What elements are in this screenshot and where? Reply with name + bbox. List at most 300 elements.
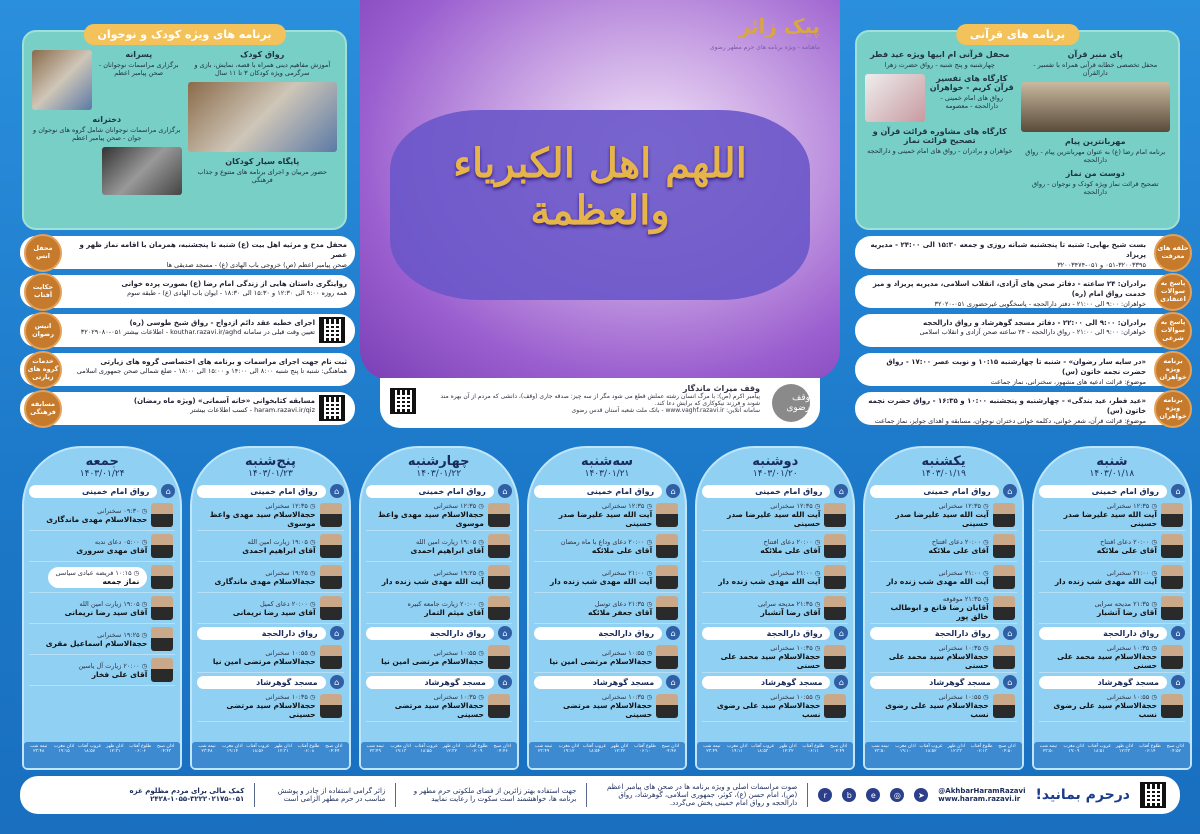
prayer-label: طلوع آفتاب (129, 744, 152, 749)
event-time-title (872, 644, 988, 652)
event-body (1041, 644, 1157, 670)
prayer-value: ۰۴:۴۴ (328, 749, 340, 754)
right-info-rows (855, 236, 1190, 425)
event-time: ۱۹:۰۵ زیارت امین الله (415, 537, 477, 546)
speaker-name: حجة‌الاسلام سید مهدی واعظ موسوی (378, 510, 484, 528)
hall-name: مسجد گوهرشاد (1039, 676, 1167, 689)
prayer-time-cell (1036, 744, 1061, 766)
speaker-photo (151, 565, 173, 589)
speaker-photo (1161, 645, 1183, 669)
event-item (197, 642, 343, 673)
prayer-times (24, 742, 180, 768)
hall-name: رواق امام خمینی (870, 485, 998, 498)
prayer-time-cell (270, 744, 295, 766)
speaker-name: آقای ابراهیم احمدی (242, 545, 316, 555)
weekly-schedule (22, 446, 1192, 770)
info-row (855, 275, 1190, 308)
event-item (366, 642, 512, 673)
event-time: ۲۱:۰۰ سخنرانی (938, 568, 981, 577)
rubika-icon[interactable]: r (818, 788, 832, 802)
clock-icon: ◷ (307, 599, 316, 608)
speaker-name: حجة‌الاسلام سید مرتضی حسینی (562, 701, 653, 719)
speaker-name: حجة‌الاسلام مهدی ماندگاری (214, 576, 316, 586)
speaker-photo (320, 534, 342, 558)
event-time-title (215, 569, 316, 577)
prayer-value: ۱۲:۳۱ (109, 749, 121, 754)
category-badge: حکایت آفتاب (24, 273, 62, 311)
hall-header (870, 484, 1016, 498)
info-row (20, 236, 355, 269)
prayer-value: ۱۲:۳۲ (782, 749, 794, 754)
event-time-title (1097, 538, 1157, 546)
prayer-value: ۲۳:۴۹ (369, 749, 381, 754)
prayer-label: طلوع آفتاب (634, 744, 657, 749)
clock-icon: ◷ (307, 693, 316, 701)
instagram-icon[interactable]: ◎ (890, 788, 904, 802)
day-column (695, 446, 855, 770)
qr-code-icon[interactable] (319, 395, 345, 421)
magazine-subtitle: ماهنامه - ویژه برنامه های حرم مطهر رضوی (709, 44, 820, 51)
footer-note-audio: صوت مراسمات اصلی و ویژه برنامه ها در صحن های پیامبر اعظم (ص)، امام حسن (ع)، کوثر، جمهوری اسلامی، گوهرشاد، رواق دارالحجه و رواق امام خمینی پخش می‌گردد. (606, 783, 798, 807)
clock-icon: ◷ (131, 568, 140, 577)
prayer-time-cell (607, 744, 632, 766)
waqf-emblem: وقف رضوی (772, 384, 810, 422)
prayer-label: اذان صبح (661, 744, 680, 749)
clock-icon: ◷ (812, 568, 821, 577)
hall-header (29, 484, 175, 498)
quran-programs-panel (855, 30, 1180, 230)
mosque-icon: ⌂ (1171, 675, 1185, 689)
prayer-time-cell (632, 744, 657, 766)
prayer-value: ۱۹:۱۳ (395, 749, 407, 754)
event-body (1097, 538, 1157, 555)
event-time-title (718, 569, 820, 577)
speaker-photo (824, 596, 846, 620)
prayer-label: اذان صبح (493, 744, 511, 749)
event-time: ۲۱:۳۵ دعای توسل (594, 599, 645, 608)
prayer-value: ۲۳:۴۸ (33, 749, 45, 754)
speaker-photo (488, 503, 510, 527)
speaker-name: آیت الله مهدی شب زنده دار (886, 576, 989, 586)
event-item (366, 593, 512, 624)
event-body (872, 595, 988, 621)
event-body (199, 693, 315, 719)
dome-icon: ⌂ (834, 484, 848, 498)
prayer-label: نیمه شب (1039, 744, 1058, 749)
clock-icon: ◷ (980, 644, 989, 652)
speaker-name: حجة‌الاسلام سید محمد علی حسنی (720, 652, 821, 670)
event-time: ۱۰:۱۵ فریضه عبادی سیاسی (55, 568, 132, 577)
info-row (20, 353, 355, 386)
clock-icon: ◷ (139, 506, 148, 515)
prayer-time-cell (388, 744, 413, 766)
prayer-time-cell (1112, 744, 1137, 766)
divider (807, 783, 808, 807)
qr-code-icon[interactable] (319, 317, 345, 343)
clock-icon: ◷ (812, 644, 821, 652)
social-handle[interactable]: @AkhbarHaramRazavi (938, 787, 1026, 795)
event-time-title (242, 538, 315, 546)
event-item (1039, 531, 1185, 562)
hero-banner (360, 0, 840, 380)
calligraphy-text: اللهم اهل الکبریاء والعظمة (453, 140, 747, 234)
info-detail: تعیین وقت قبلی در سامانه kouthar.razavi.ir/aghd - اطلاعات بیشتر ۰۵۱-۳۲۰۲۹۰۸۰ (80, 328, 315, 337)
day-date: ۱۴۰۳/۰۱/۱۹ (921, 469, 966, 479)
clock-icon: ◷ (644, 599, 653, 608)
event-time-title (65, 600, 148, 608)
prayer-value: ۲۳:۴۹ (706, 749, 718, 754)
category-badge: برنامه ویژه خواهران (1154, 351, 1192, 389)
quran-item-title: کارگاه های تفسیر قرآن کریم - خواهران (929, 74, 1014, 92)
clock-icon: ◷ (476, 693, 484, 701)
event-time: ۱۰:۳۵ سخنرانی (265, 693, 308, 701)
quran-panel-title: برنامه های قرآنی (956, 24, 1079, 45)
prayer-value: ۱۸:۵۴ (588, 749, 600, 754)
event-time-title (213, 649, 316, 657)
speaker-name: آیت الله سید علیرضا صدر حسینی (727, 510, 821, 528)
speaker-name: حجة‌الاسلام سید علی رضوی نسب (716, 701, 821, 719)
prayer-time-cell (582, 744, 607, 766)
event-body (536, 693, 652, 719)
prayer-time-cell (944, 744, 969, 766)
prayer-time-cell (725, 744, 750, 766)
event-time: ۰۹:۳۰ سخنرانی (97, 506, 140, 515)
speaker-name: آیت الله سید علیرضا صدر حسینی (1063, 510, 1157, 528)
category-badge: مسابقه فرهنگی (24, 390, 62, 428)
speaker-name: حجة‌الاسلام سید مهدی واعظ موسوی (209, 510, 316, 528)
prayer-value: ۱۹:۰۹ (1068, 749, 1080, 754)
clock-icon: ◷ (1149, 537, 1157, 546)
clock-icon: ◷ (812, 537, 821, 546)
hall-header (197, 626, 343, 640)
prayer-time-cell (826, 744, 851, 766)
prayer-value: ۰۶:۰۶ (134, 749, 146, 754)
event-time: ۲۱:۳۵ مدیحه سرایی (757, 599, 813, 608)
hall-name: رواق دارالحجة (1039, 627, 1167, 640)
info-detail: خواهران: ۹:۰۰ الی ۲۱:۰۰ - رواق دارالحجه - ۲۴ ساعته صحن آزادی و انقلاب اسلامی (919, 328, 1146, 337)
event-item (1039, 642, 1185, 673)
clock-icon: ◷ (139, 537, 148, 546)
event-item (29, 500, 175, 531)
event-time: ۲۰:۰۰ دعای کمیل (259, 599, 308, 608)
speaker-name: آقای علی فخار (91, 669, 148, 679)
prayer-label: نیمه شب (703, 744, 721, 749)
prayer-label: غروب آفتاب (246, 744, 270, 749)
clock-icon: ◷ (307, 502, 316, 510)
event-time: ۱۰:۵۵ سخنرانی (433, 648, 477, 657)
event-item (534, 500, 680, 531)
prayer-time-cell (153, 744, 178, 766)
speaker-photo (151, 627, 173, 651)
event-body (199, 502, 315, 528)
speaker-photo (993, 565, 1015, 589)
kids-panel-title: برنامه های ویژه کودک و نوجوان (83, 24, 285, 45)
waqf-title: وقف میراث ماندگار (682, 384, 760, 393)
event-time-title (381, 649, 484, 657)
info-row (20, 275, 355, 308)
speaker-name: حجة‌الاسلام سید مرتضی حسینی (394, 701, 484, 719)
prayer-label: اذان مغرب (895, 744, 916, 749)
event-item (702, 531, 848, 562)
clock-icon: ◷ (644, 502, 653, 510)
event-time-title (1041, 502, 1157, 510)
event-time: ۱۲:۳۵ سخنرانی (938, 502, 981, 510)
event-time: ۱۰:۵۵ سخنرانی (1106, 693, 1150, 701)
event-item (29, 593, 175, 624)
event-item (1039, 593, 1185, 624)
hall-header (197, 675, 343, 689)
prayer-value: ۱۹:۱۴ (226, 749, 238, 754)
speaker-name: آقای مهدی سروری (76, 545, 148, 555)
speaker-photo (993, 503, 1015, 527)
event-time-title (536, 693, 652, 701)
quran-item-text: رواق های امام خمینی - دارالحجه - معصومه (940, 94, 1004, 110)
event-item (197, 562, 343, 593)
info-detail: همه روزه ۹:۰۰ الی ۱۲:۳۰ و ۱۵:۳۰ الی ۱۸:۳۰ - ایوان باب الهادی (ع) - طبقه سوم (127, 289, 347, 298)
category-badge: محفل انس (24, 234, 62, 272)
speaker-name: حجة‌الاسلام سید محمد علی حسنی (1057, 652, 1157, 670)
prayer-time-cell (775, 744, 800, 766)
clock-icon: ◷ (812, 693, 821, 701)
prayer-value: ۱۹:۱۵ (58, 749, 70, 754)
event-body (46, 631, 148, 648)
clock-icon: ◷ (1149, 568, 1157, 577)
info-detail: موضوع: قرائت ادعیه های مشهور، سخنرانی، نماز جماعت (990, 377, 1146, 386)
event-item (870, 500, 1016, 531)
day-name: جمعه (85, 454, 119, 469)
event-item (29, 562, 175, 593)
speaker-name: حجة‌الاسلام مهدی ماندگاری (46, 514, 148, 524)
kids-item-title: پسرانه (125, 50, 153, 59)
event-body (382, 569, 484, 586)
prayer-time-cell (918, 744, 943, 766)
mosque-icon: ⌂ (666, 675, 680, 689)
event-time-title (407, 600, 483, 608)
prayer-label: اذان ظهر (1115, 744, 1134, 749)
prayer-value: ۰۴:۴۹ (833, 749, 845, 754)
prayer-value: ۰۴:۴۷ (664, 749, 677, 754)
day-date: ۱۴۰۳/۰۱/۲۴ (79, 469, 125, 479)
telegram-icon[interactable]: ➤ (914, 788, 928, 802)
footer-qr-icon[interactable] (1140, 782, 1166, 808)
event-item (29, 531, 175, 562)
clock-icon: ◷ (1149, 599, 1157, 608)
prayer-time-cell (77, 744, 102, 766)
prayer-value: ۲۳:۴۸ (201, 749, 213, 754)
speaker-name: آیت الله سید علیرضا صدر حسینی (558, 510, 653, 528)
event-body (368, 693, 484, 719)
info-detail: هماهنگی: شنبه تا پنج شنبه ۸:۰۰ الی ۱۴:۰۰ و ۱۵:۰۰ الی ۱۸:۰۰ - ضلع شمالی صحن جمهوری اسلامی (76, 367, 347, 376)
prayer-value: ۱۲:۳۳ (950, 749, 962, 754)
event-item (29, 624, 175, 655)
event-time-title (561, 538, 652, 546)
event-item (366, 531, 512, 562)
speaker-name: حجة‌الاسلام مرتضی امین نیا (212, 656, 316, 666)
prayer-value: ۰۶:۱۴ (1144, 749, 1156, 754)
event-body (1041, 693, 1157, 719)
event-time: ۲۰:۰۰ دعای افتتاح (931, 537, 981, 546)
prayer-time-cell (801, 744, 826, 766)
speaker-name: حجة‌الاسلام اسماعیل مقری (45, 638, 148, 648)
prayer-value: ۰۴:۵۲ (1169, 749, 1181, 754)
bale-icon[interactable]: b (842, 788, 856, 802)
event-body (928, 538, 988, 555)
prayer-times (529, 742, 685, 768)
speaker-name: آقای رضا آتشبار (1097, 607, 1157, 617)
prayer-times (1034, 742, 1190, 768)
quran-item-text: برنامه امام رضا (ع) به عنوان مهربانترین پیام - رواق دارالحجه (1025, 148, 1166, 164)
event-time-title (549, 649, 652, 657)
prayer-label: غروب آفتاب (919, 744, 943, 749)
hall-name: رواق دارالحجة (197, 627, 325, 640)
dome-icon: ⌂ (1003, 484, 1017, 498)
eitaa-icon[interactable]: e (866, 788, 880, 802)
event-body (76, 538, 147, 555)
speaker-name: حجة‌الاسلام سید مرتضی حسینی (226, 701, 316, 719)
prayer-value: ۲۳:۵۰ (874, 749, 886, 754)
qr-code-icon[interactable] (390, 388, 416, 414)
divider (586, 783, 587, 807)
event-time: ۲۱:۰۰ سخنرانی (1106, 568, 1150, 577)
info-title: «عید فطر، عید بندگی» - چهارشنبه و پنجشنبه ۱۰:۰۰ و ۱۶:۳۵ - رواق حضرت نجمه خاتون (س) (868, 397, 1146, 416)
prayer-time-cell (969, 744, 994, 766)
event-body (536, 502, 652, 528)
website-link[interactable]: www.haram.razavi.ir (938, 795, 1021, 803)
category-badge: پاسخ به سوالات اعتقادی (1154, 273, 1192, 311)
prayer-label: طلوع آفتاب (297, 744, 320, 749)
speaker-name: آیت الله مهدی شب زنده دار (550, 576, 653, 586)
event-body (215, 569, 316, 586)
info-title: اجرای خطبه عقد دائم ازدواج - رواق شیخ طوسی (ره) (129, 319, 315, 327)
hall-name: مسجد گوهرشاد (197, 676, 325, 689)
dome-icon: ⌂ (330, 626, 344, 640)
mosque-icon: ⌂ (330, 675, 344, 689)
event-time: ۲۰:۰۰ دعای افتتاح (763, 537, 813, 546)
event-body (233, 600, 316, 617)
event-body (242, 538, 315, 555)
info-title: ثبت نام جهت اجرای مراسمات و برنامه های اختصاصی گروه های زیارتی (100, 358, 347, 366)
hall-header (1039, 675, 1185, 689)
event-time: ۱۲:۳۵ سخنرانی (433, 502, 477, 510)
event-time: ۱۰:۵۵ سخنرانی (770, 693, 813, 701)
quran-item-text: چهارشنبه و پنج شنبه - رواق حضرت زهرا (884, 61, 995, 69)
day-date: ۱۴۰۳/۰۱/۱۸ (1089, 469, 1135, 479)
dome-icon: ⌂ (834, 626, 848, 640)
dome-icon: ⌂ (161, 484, 175, 498)
prayer-value: ۱۲:۳۲ (614, 749, 626, 754)
event-body (78, 662, 147, 679)
clock-icon: ◷ (1149, 644, 1157, 652)
prayer-time-cell (699, 744, 724, 766)
day-name: چهارشنبه (407, 454, 470, 469)
event-time: ۱۲:۳۵ سخنرانی (265, 502, 308, 510)
clock-icon: ◷ (139, 661, 148, 670)
event-body (887, 569, 989, 586)
prayer-value: ۰۶:۱۰ (639, 749, 651, 754)
footer-note-hijab: زائر گرامی استفاده از چادر و پوشش مناسب در حرم مطهر الزامی است (277, 787, 386, 803)
hall-header (702, 675, 848, 689)
event-time: ۲۰:۰۰ دعای افتتاح (1100, 537, 1150, 546)
event-time-title (1095, 600, 1158, 608)
prayer-label: اذان ظهر (779, 744, 797, 749)
speaker-photo (151, 503, 173, 527)
info-title: محفل مدح و مرثیه اهل بیت (ع) شنبه تا پنجشنبه، همزمان با اقامه نماز ظهر و عصر (79, 241, 347, 260)
prayer-label: اذان مغرب (222, 744, 243, 749)
info-title: مسابقه کتابخوانی «خانه آسمانی» (ویژه ماه رمضان) (133, 397, 315, 405)
quran-item-title: کارگاه های مشاوره قرائت قرآن و تصحیح قرائت نماز (872, 127, 1007, 145)
event-time-title (704, 502, 820, 510)
category-badge: حلقه های معرفت (1154, 234, 1192, 272)
prayer-time-cell (464, 744, 489, 766)
event-item (197, 500, 343, 531)
event-time: ۱۰:۳۵ سخنرانی (433, 693, 477, 701)
speaker-photo (656, 534, 678, 558)
event-body (407, 600, 483, 617)
speaker-name: حجة‌الاسلام مرتضی امین نیا (549, 656, 653, 666)
event-time-title (758, 600, 821, 608)
event-time-title (76, 538, 147, 546)
prayer-time-cell (1163, 744, 1188, 766)
speaker-name: آیت الله مهدی شب زنده دار (381, 576, 484, 586)
event-time-title (368, 502, 484, 510)
event-item (1039, 500, 1185, 531)
hall-name: رواق امام خمینی (366, 485, 494, 498)
speaker-photo (320, 596, 342, 620)
prayer-value: ۱۲:۳۳ (1118, 749, 1131, 754)
speaker-name: آقای سید رضا نریمانی (232, 607, 316, 617)
event-body (368, 502, 484, 528)
speaker-photo (320, 503, 342, 527)
event-time: ۱۰:۵۵ سخنرانی (601, 648, 645, 657)
speaker-photo (1161, 694, 1183, 718)
event-time-title (1041, 693, 1157, 701)
speaker-photo (151, 658, 173, 682)
hall-header (534, 626, 680, 640)
day-date: ۱۴۰۳/۰۱/۲۰ (752, 469, 798, 479)
clock-icon: ◷ (812, 599, 821, 608)
hall-header (534, 484, 680, 498)
speaker-name: آقای علی ملائکه (760, 545, 821, 555)
info-title: بست شیخ بهایی: شنبه تا پنجشنبه شبانه روزی و جمعه ۱۵:۳۰ الی ۲۴:۰۰ - مدیریه پریزاد (870, 241, 1146, 260)
prayer-times (865, 742, 1021, 768)
footer-gaza-donation: کمک مالی برای مردم مظلوم غزه ۰۵۱-۳۲۲۲۰۲۱۷۵-۱۰۵۵-۲۴۲۸ (129, 787, 245, 803)
speaker-photo (993, 694, 1015, 718)
clock-icon: ◷ (476, 648, 484, 657)
event-time-title (1055, 569, 1157, 577)
kids-item-title: دخترانه (92, 115, 122, 124)
prayer-value: ۲۳:۵۰ (1042, 749, 1054, 754)
event-time: ۱۲:۳۵ سخنرانی (601, 502, 645, 510)
speaker-name: آیت الله سید علیرضا صدر حسینی (895, 510, 989, 528)
prayer-label: اذان ظهر (442, 744, 461, 749)
prayer-label: اذان مغرب (53, 744, 75, 749)
day-name: پنج‌شنبه (245, 454, 296, 469)
divider (395, 783, 396, 807)
prayer-value: ۱۹:۱۱ (731, 749, 743, 754)
event-body (550, 569, 652, 586)
event-body (46, 507, 147, 524)
speaker-name: آقای ابراهیم احمدی (410, 545, 484, 555)
info-row (855, 314, 1190, 347)
clock-icon: ◷ (307, 648, 316, 657)
prayer-label: اذان ظهر (611, 744, 629, 749)
event-time: ۱۰:۳۵ سخنرانی (1106, 644, 1150, 652)
quran-item-text: محفل تخصصی خطابه قرآنی همراه با تفسیر - دارالقرآن (1033, 61, 1158, 77)
prayer-value: ۱۸:۵۵ (420, 749, 432, 754)
clock-icon: ◷ (980, 537, 989, 546)
dome-icon: ⌂ (498, 484, 512, 498)
day-column (190, 446, 350, 770)
